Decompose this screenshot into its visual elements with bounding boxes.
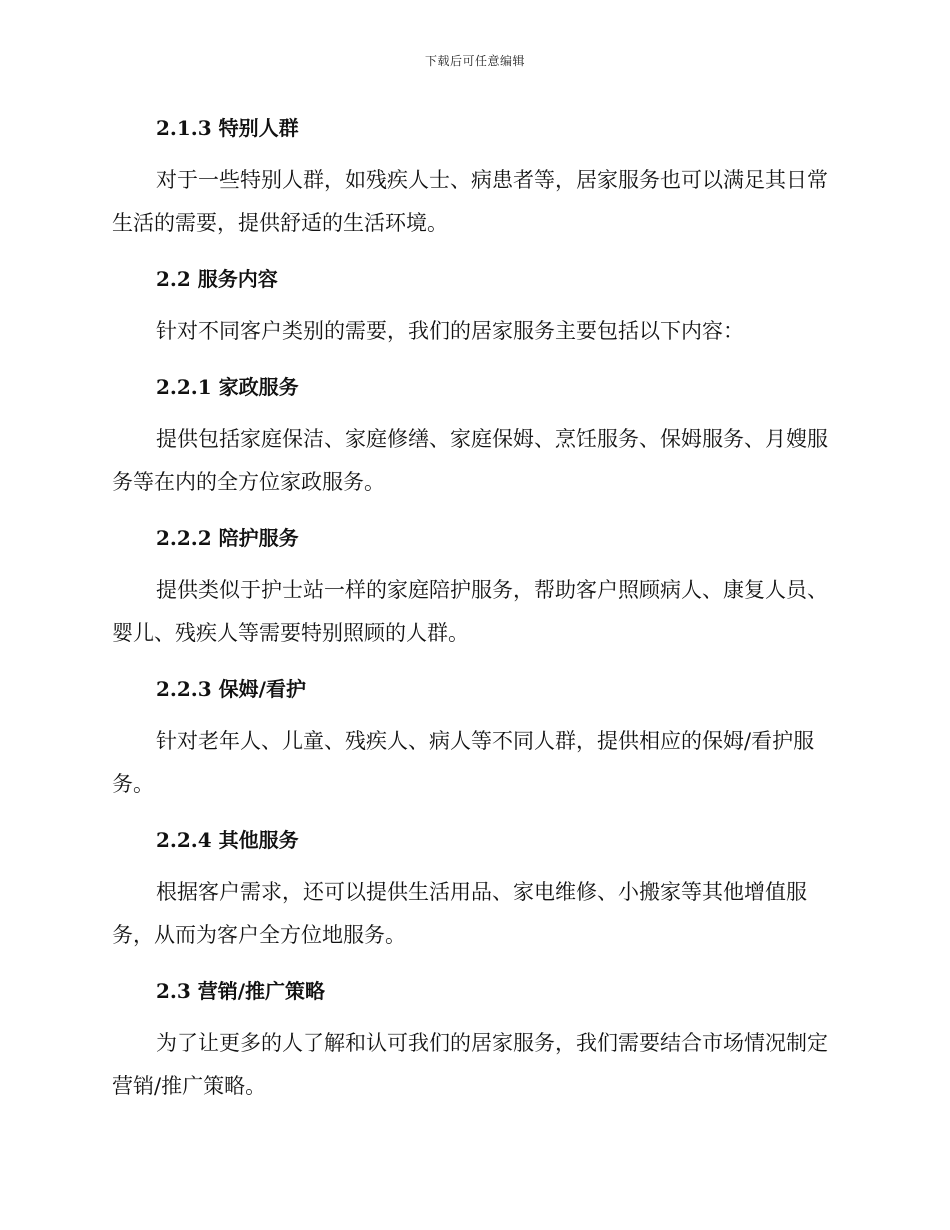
section-heading: 2.2.1 家政服务 (156, 375, 299, 399)
paragraph: 提供类似于护士站一样的家庭陪护服务，帮助客户照顾病人、康复人员、婴儿、残疾人等需要特别照顾的人群。 (112, 578, 828, 645)
section-heading: 2.2.2 陪护服务 (156, 526, 299, 550)
paragraph: 根据客户需求，还可以提供生活用品、家电维修、小搬家等其他增值服务，从而为客户全方位地服务。 (112, 880, 807, 947)
paragraph: 针对老年人、儿童、残疾人、病人等不同人群，提供相应的保姆/看护服务。 (112, 729, 815, 796)
paragraph: 对于一些特别人群，如残疾人士、病患者等，居家服务也可以满足其日常生活的需要，提供舒适的生活环境。 (112, 168, 828, 235)
page-header: 下载后可任意编辑 (424, 54, 525, 68)
section-heading: 2.2.4 其他服务 (156, 828, 299, 852)
section-heading: 2.3 营销/推广策略 (156, 979, 326, 1003)
section-heading: 2.2.3 保姆/看护 (156, 677, 306, 701)
section-heading: 2.1.3 特别人群 (156, 116, 299, 140)
section-heading: 2.2 服务内容 (156, 267, 278, 291)
paragraph: 提供包括家庭保洁、家庭修缮、家庭保姆、烹饪服务、保姆服务、月嫂服务等在内的全方位家政服务。 (112, 427, 828, 494)
paragraph: 针对不同客户类别的需要，我们的居家服务主要包括以下内容： (156, 319, 744, 343)
paragraph: 为了让更多的人了解和认可我们的居家服务，我们需要结合市场情况制定营销/推广策略。 (112, 1031, 828, 1098)
document-body (112, 108, 832, 1122)
